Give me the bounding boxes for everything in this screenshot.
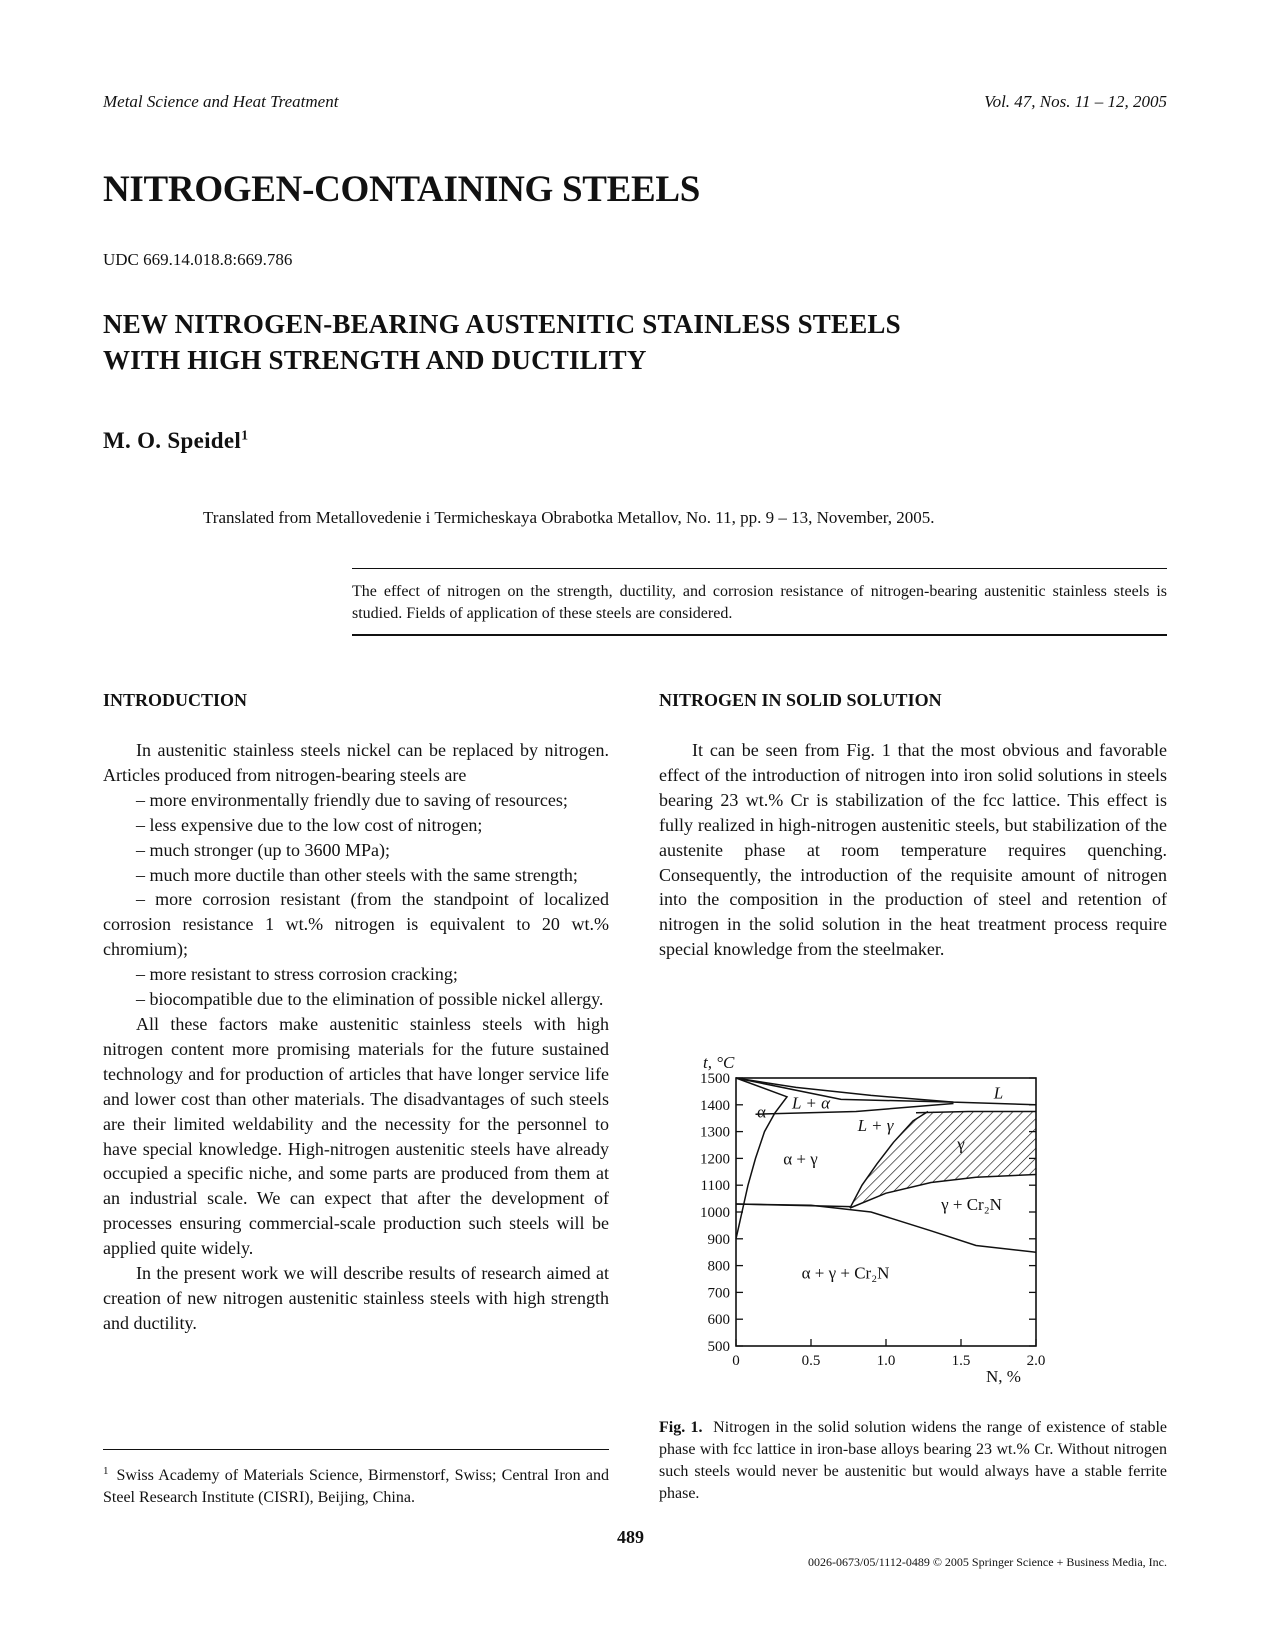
intro-list-item: – less expensive due to the low cost of nitrogen;: [136, 814, 483, 835]
intro-list-item: – more corrosion resistant (from the standpoint of localized corrosion resistance 1 wt.% nitrogen is equivalent to 20 wt.% chromium);: [103, 889, 609, 960]
volume-info: Vol. 47, Nos. 11 – 12, 2005: [984, 92, 1167, 111]
y-tick-label: 700: [707, 1285, 730, 1302]
author: [103, 428, 248, 454]
author-name: M. O. Speidel: [103, 428, 242, 453]
footnote-mark: 1: [103, 1465, 109, 1477]
copyright-line: 0026-0673/05/1112-0489 © 2005 Springer Science + Business Media, Inc.: [808, 1555, 1167, 1569]
intro-list-item: – much stronger (up to 3600 MPa);: [136, 839, 390, 860]
y-tick-label: 1300: [700, 1124, 730, 1141]
y-tick-label: 900: [707, 1231, 730, 1248]
y-tick-label: 800: [707, 1258, 730, 1275]
footnote-rule: [103, 1449, 609, 1450]
region-label: L: [993, 1083, 1004, 1103]
journal-name: Metal Science and Heat Treatment: [103, 92, 339, 111]
solid-solution-heading: NITROGEN IN SOLID SOLUTION: [659, 690, 942, 710]
title-line-2: WITH HIGH STRENGTH AND DUCTILITY: [103, 345, 647, 375]
introduction-heading: INTRODUCTION: [103, 690, 248, 710]
author-footnote-mark: 1: [241, 428, 249, 444]
region-label: γ: [957, 1134, 965, 1154]
figure-caption: [659, 1417, 1167, 1505]
x-axis-label: N, %: [986, 1367, 1021, 1386]
figure-label: Fig. 1.: [659, 1419, 703, 1436]
footnote-text: Swiss Academy of Materials Science, Birmenstorf, Swiss; Central Iron and Steel Research Institute (CISRI), Beijing, China.: [103, 1467, 609, 1506]
introduction-body: [103, 738, 609, 1336]
intro-list-item: – more environmentally friendly due to saving of resources;: [136, 789, 568, 810]
region-label: γ + Cr₂N: [941, 1194, 1002, 1214]
x-tick-label: 1.0: [876, 1353, 896, 1369]
abstract-top-rule: [352, 568, 1167, 569]
title-line-1: NEW NITROGEN-BEARING AUSTENITIC STAINLESS STEELS: [103, 309, 901, 339]
y-tick-label: 600: [707, 1312, 730, 1329]
solid-solution-body: [659, 738, 1167, 962]
x-tick-label: 2.0: [1026, 1353, 1046, 1369]
region-label: L + γ: [857, 1115, 894, 1135]
intro-paragraph-3: In the present work we will describe results of research aimed at creation of new nitrogen austenitic stainless steels with high strength and ductility.: [103, 1263, 609, 1333]
x-tick-label: 0.5: [801, 1353, 821, 1369]
y-tick-label: 500: [707, 1339, 730, 1355]
phase-diagram-chart: [700, 1048, 1100, 1408]
footnote: [103, 1460, 609, 1509]
solid-solution-paragraph: It can be seen from Fig. 1 that the most obvious and favorable effect of the introduction of nitrogen into iron solid solutions in steels bearing 23 wt.% Cr is stabilization of the fcc lattice. This effect is fully realized in high-nitrogen austenitic steels, but stabilization of the austenite phase at room temperature requires quenching. Consequently, the introduction of the requisite amount of nitrogen into the composition in the production of steel and retention of nitrogen in the solid solution in the heat treatment process require special knowledge from the steelmaker.: [659, 740, 1167, 960]
region-label: α: [757, 1102, 766, 1122]
y-tick-label: 1200: [700, 1151, 730, 1168]
x-tick-label: 0: [732, 1353, 740, 1369]
intro-list-item: – much more ductile than other steels with the same strength;: [136, 864, 578, 885]
article-title: [103, 306, 901, 378]
section-title: NITROGEN-CONTAINING STEELS: [103, 169, 701, 210]
x-tick-label: 1.5: [951, 1353, 971, 1369]
translation-note: Translated from Metallovedenie i Termicheskaya Obrabotka Metallov, No. 11, pp. 9 – 13, November, 2005.: [203, 508, 935, 527]
region-label: α + γ: [783, 1149, 818, 1169]
intro-paragraph-2: All these factors make austenitic stainless steels with high nitrogen content more promising materials for the future sustained technology and for production of articles that have longer service life and lower cost than other materials. The disadvantages of such steels are their limited weldability and the necessity for the personnel to have special knowledge. High-nitrogen austenitic steels have already occupied a specific niche, and some parts are produced from them at an industrial scale. We can expect that after the development of processes ensuring commercial-scale production such steels will be applied quite widely.: [103, 1013, 609, 1259]
y-tick-label: 1000: [700, 1205, 730, 1221]
abstract: The effect of nitrogen on the strength, ductility, and corrosion resistance of nitrogen-bearing austenitic stainless steels is studied. Fields of application of these steels are considered.: [352, 583, 1167, 622]
y-axis-label: t, °C: [703, 1053, 735, 1072]
intro-list-item: – biocompatible due to the elimination of possible nickel allergy.: [136, 989, 604, 1010]
figure-caption-text: Nitrogen in the solid solution widens the range of existence of stable phase with fcc lattice in iron-base alloys bearing 23 wt.% Cr. Without nitrogen such steels would never be austenitic but would always have a stable ferrite phase.: [659, 1419, 1168, 1502]
y-tick-label: 1500: [700, 1071, 730, 1087]
y-tick-label: 1100: [700, 1178, 730, 1195]
intro-list-item: – more resistant to stress corrosion cracking;: [136, 964, 458, 985]
abstract-bottom-rule: [352, 634, 1167, 636]
region-label: L + α: [791, 1093, 831, 1113]
udc-code: UDC 669.14.018.8:669.786: [103, 250, 293, 269]
intro-paragraph-1: In austenitic stainless steels nickel can be replaced by nitrogen. Articles produced from nitrogen-bearing steels are: [103, 740, 609, 785]
y-tick-label: 1400: [700, 1097, 730, 1114]
region-label: α + γ + Cr₂N: [801, 1263, 890, 1283]
page-number: 489: [617, 1527, 644, 1547]
